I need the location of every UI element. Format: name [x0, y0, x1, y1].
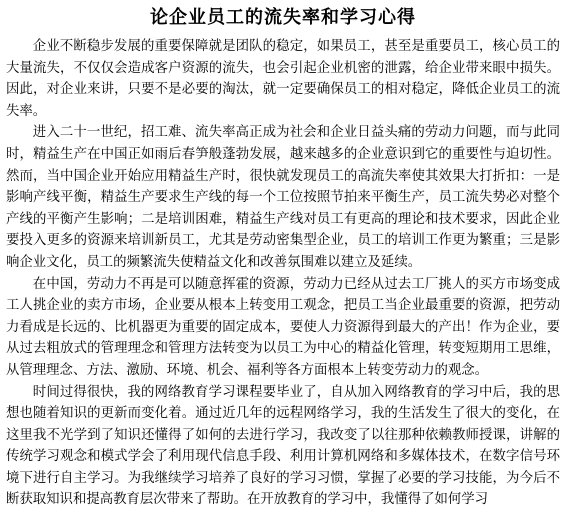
- paragraph-4: 时间过得很快，我的网络教育学习课程要毕业了，自从加入网络教育的学习中后，我的思想也随着知识的更新而变化着。通过近几年的远程网络学习，我的生活发生了很大的变化，在这里我不光学到了知识还懂得了如何的去进行学习，我改变了以往那种依赖教师授课，讲解的传统学习观念和模式学会了利用现代信息手段、利用计算机网络和多媒体技术，在数字信号环境下进行自主学习。为我继续学习培养了良好的学习习惯，掌握了必要的学习技能，为今后不断获取知识和提高教育层次带来了帮助。在开放教育的学习中，我懂得了如何学习: [6, 382, 560, 511]
- paragraph-3: 在中国，劳动力不再是可以随意挥霍的资源，劳动力已经从过去工厂挑人的买方市场变成工人挑企业的卖方市场，企业要从根本上转变用工观念，把员工当企业最重要的资源，把劳动力看成是长远的、比机器更为重要的固定成本，要使人力资源得到最大的产出！作为企业，要从过去粗放式的管理理念和管理方法转变为以员工为中心的精益化管理，转变短期用工思维，从管理理念、方法、激励、环境、机会、福利等各方面根本上转变劳动力的观念。: [6, 274, 560, 382]
- paragraph-2: 进入二十一世纪，招工难、流失率高正成为社会和企业日益头痛的劳动力问题，而与此同时，精益生产在中国正如雨后春笋般蓬勃发展，越来越多的企业意识到它的重要性与迫切性。然而，当中国企业开始应用精益生产时，很快就发现员工的高流失率使其效果大打折扣：一是影响产线平衡，精益生产要求生产线的每一个工位按照节拍来平衡生产，员工流失势必对整个产线的平衡产生影响；二是培训困难，精益生产线对员工有更高的理论和技术要求，因此企业要投入更多的资源来培训新员工，尤其是劳动密集型企业，员工的培训工作更为繁重；三是影响企业文化，员工的频繁流失使精益文化和改善氛围难以建立及延续。: [6, 122, 560, 273]
- paragraph-1: 企业不断稳步发展的重要保障就是团队的稳定，如果员工，甚至是重要员工，核心员工的大量流失，不仅仅会造成客户资源的流失，也会引起企业机密的泄露，给企业带来眼中损失。因此，对企业来讲，只要不是必要的淘汰，就一定要确保员工的相对稳定，降低企业员工的流失率。: [6, 36, 560, 122]
- document-title: 论企业员工的流失率和学习心得: [6, 6, 560, 30]
